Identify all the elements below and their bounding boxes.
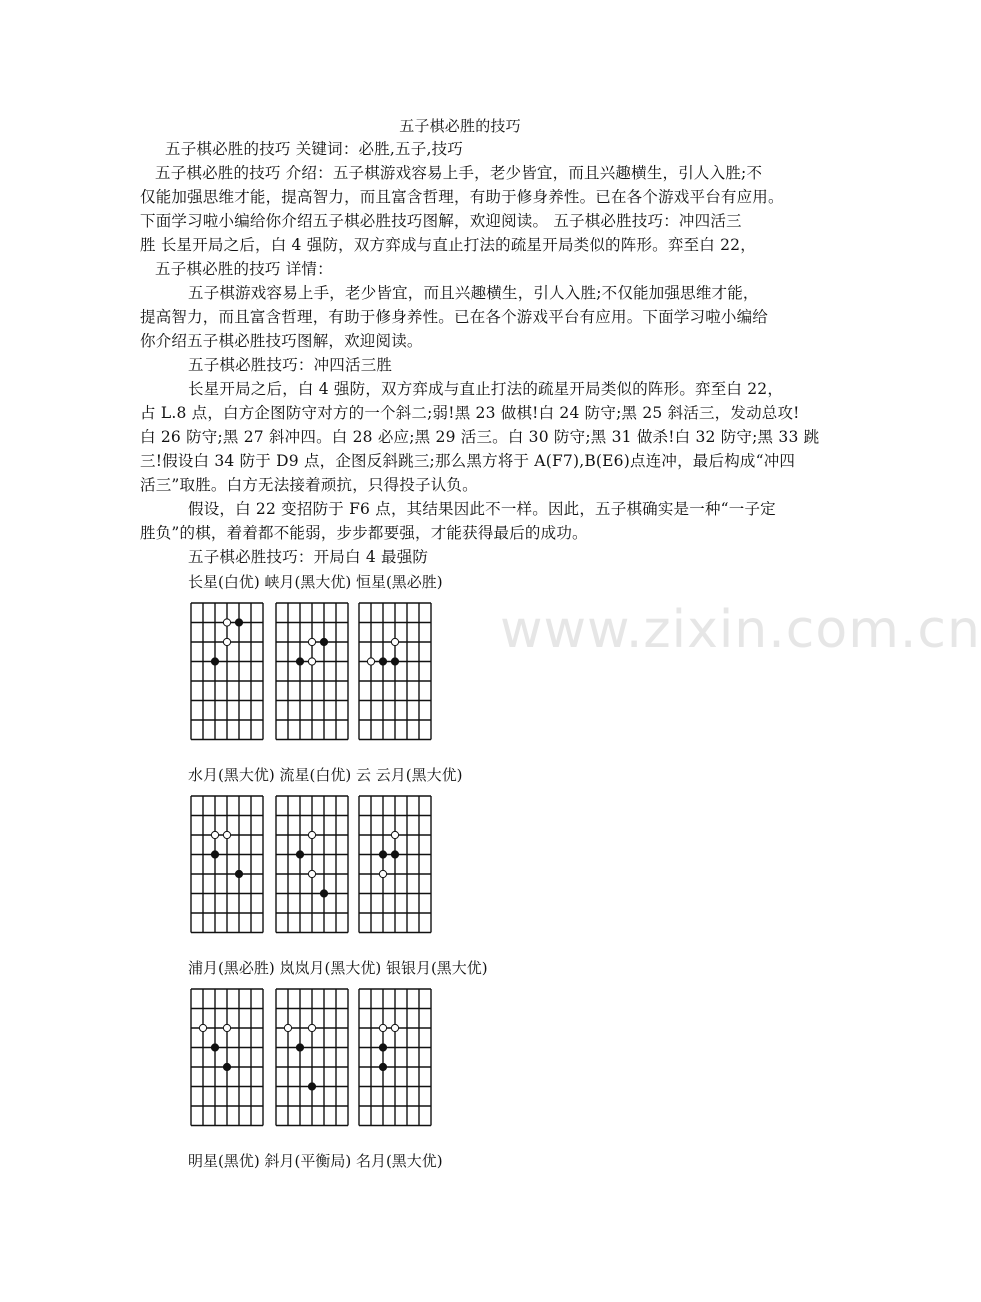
gomoku-diagram xyxy=(358,602,432,741)
section-heading: 五子棋必胜技巧：冲四活三胜 xyxy=(188,356,393,374)
white-stone xyxy=(223,619,230,626)
paragraph-line: 五子棋必胜的技巧 关键词：必胜,五子,技巧 xyxy=(165,140,463,158)
black-stone xyxy=(320,890,327,897)
white-stone xyxy=(391,1024,398,1031)
white-stone xyxy=(367,658,374,665)
white-stone xyxy=(308,870,315,877)
paragraph-line: 胜 长星开局之后，白 4 强防，双方弈成与直止打法的疏星开局类似的阵形。弈至白 22， xyxy=(140,236,756,254)
black-stone xyxy=(211,1044,218,1051)
black-stone xyxy=(308,1083,315,1090)
gomoku-diagram xyxy=(358,988,432,1127)
black-stone xyxy=(379,1063,386,1070)
diagram-caption: 浦月(黑必胜) 岚岚月(黑大优) 银银月(黑大优) xyxy=(188,959,488,977)
gomoku-diagram xyxy=(190,602,264,741)
paragraph-line: 仅能加强思维才能，提高智力，而且富含哲理，有助于修身养性。已在各个游戏平台有应用。 xyxy=(140,188,784,206)
black-stone xyxy=(211,851,218,858)
white-stone xyxy=(284,1024,291,1031)
paragraph-line: 三!假设白 34 防于 D9 点，企图反斜跳三;那么黑方将于 A(F7),B(E6)点连冲，最后构成“冲四 xyxy=(140,452,796,470)
black-stone xyxy=(391,851,398,858)
white-stone xyxy=(308,1024,315,1031)
paragraph-line: 长星开局之后，白 4 强防，双方弈成与直止打法的疏星开局类似的阵形。弈至白 22， xyxy=(188,380,784,398)
black-stone xyxy=(235,870,242,877)
paragraph-line: 活三”取胜。白方无法接着顽抗，只得投子认负。 xyxy=(140,476,478,494)
black-stone xyxy=(379,658,386,665)
black-stone xyxy=(379,1044,386,1051)
white-stone xyxy=(223,831,230,838)
black-stone xyxy=(391,658,398,665)
section-heading: 五子棋必胜技巧：开局白 4 最强防 xyxy=(188,548,429,566)
diagram-caption: 水月(黑大优) 流星(白优) 云 云月(黑大优) xyxy=(188,766,463,784)
white-stone xyxy=(308,658,315,665)
white-stone xyxy=(211,831,218,838)
gomoku-diagram xyxy=(190,795,264,934)
black-stone xyxy=(223,1063,230,1070)
watermark: www.zixin.com.cn xyxy=(500,600,981,660)
black-stone xyxy=(296,1044,303,1051)
paragraph-line: 五子棋必胜的技巧 介绍：五子棋游戏容易上手，老少皆宜，而且兴趣横生，引人入胜;不 xyxy=(155,164,763,182)
paragraph-line: 假设，白 22 变招防于 F6 点，其结果因此不一样。因此，五子棋确实是一种“一子定 xyxy=(188,500,776,518)
gomoku-diagram xyxy=(275,795,349,934)
white-stone xyxy=(379,1024,386,1031)
diagram-caption: 明星(黑优) 斜月(平衡局) 名月(黑大优) xyxy=(188,1152,443,1170)
black-stone xyxy=(235,619,242,626)
paragraph-line: 五子棋必胜的技巧 详情： xyxy=(155,260,333,278)
white-stone xyxy=(308,831,315,838)
black-stone xyxy=(320,638,327,645)
white-stone xyxy=(391,831,398,838)
paragraph-line: 提高智力，而且富含哲理，有助于修身养性。已在各个游戏平台有应用。下面学习啦小编给 xyxy=(140,308,769,326)
paragraph-line: 白 26 防守;黑 27 斜冲四。白 28 必应;黑 29 活三。白 30 防守;黑 31 做杀!白 32 防守;黑 33 跳 xyxy=(140,428,820,446)
white-stone xyxy=(391,638,398,645)
black-stone xyxy=(296,658,303,665)
paragraph-line: 下面学习啦小编给你介绍五子棋必胜技巧图解，欢迎阅读。 五子棋必胜技巧：冲四活三 xyxy=(140,212,742,230)
black-stone xyxy=(296,851,303,858)
black-stone xyxy=(379,851,386,858)
white-stone xyxy=(379,870,386,877)
gomoku-diagram xyxy=(358,795,432,934)
gomoku-diagram xyxy=(190,988,264,1127)
paragraph-line: 胜负”的棋，着着都不能弱，步步都要强，才能获得最后的成功。 xyxy=(140,524,588,542)
page-title: 五子棋必胜的技巧 xyxy=(399,117,521,135)
paragraph-line: 五子棋游戏容易上手，老少皆宜，而且兴趣横生，引人入胜;不仅能加强思维才能， xyxy=(188,284,759,302)
white-stone xyxy=(223,638,230,645)
white-stone xyxy=(199,1024,206,1031)
gomoku-diagram xyxy=(275,988,349,1127)
gomoku-diagram xyxy=(275,602,349,741)
paragraph-line: 你介绍五子棋必胜技巧图解，欢迎阅读。 xyxy=(140,332,423,350)
paragraph-line: 占 L.8 点，白方企图防守对方的一个斜二;弱!黑 23 做棋!白 24 防守;黑 25 斜活三，发动总攻! xyxy=(140,404,800,422)
diagram-caption: 长星(白优) 峡月(黑大优) 恒星(黑必胜) xyxy=(188,573,443,591)
white-stone xyxy=(223,1024,230,1031)
black-stone xyxy=(211,658,218,665)
white-stone xyxy=(308,638,315,645)
